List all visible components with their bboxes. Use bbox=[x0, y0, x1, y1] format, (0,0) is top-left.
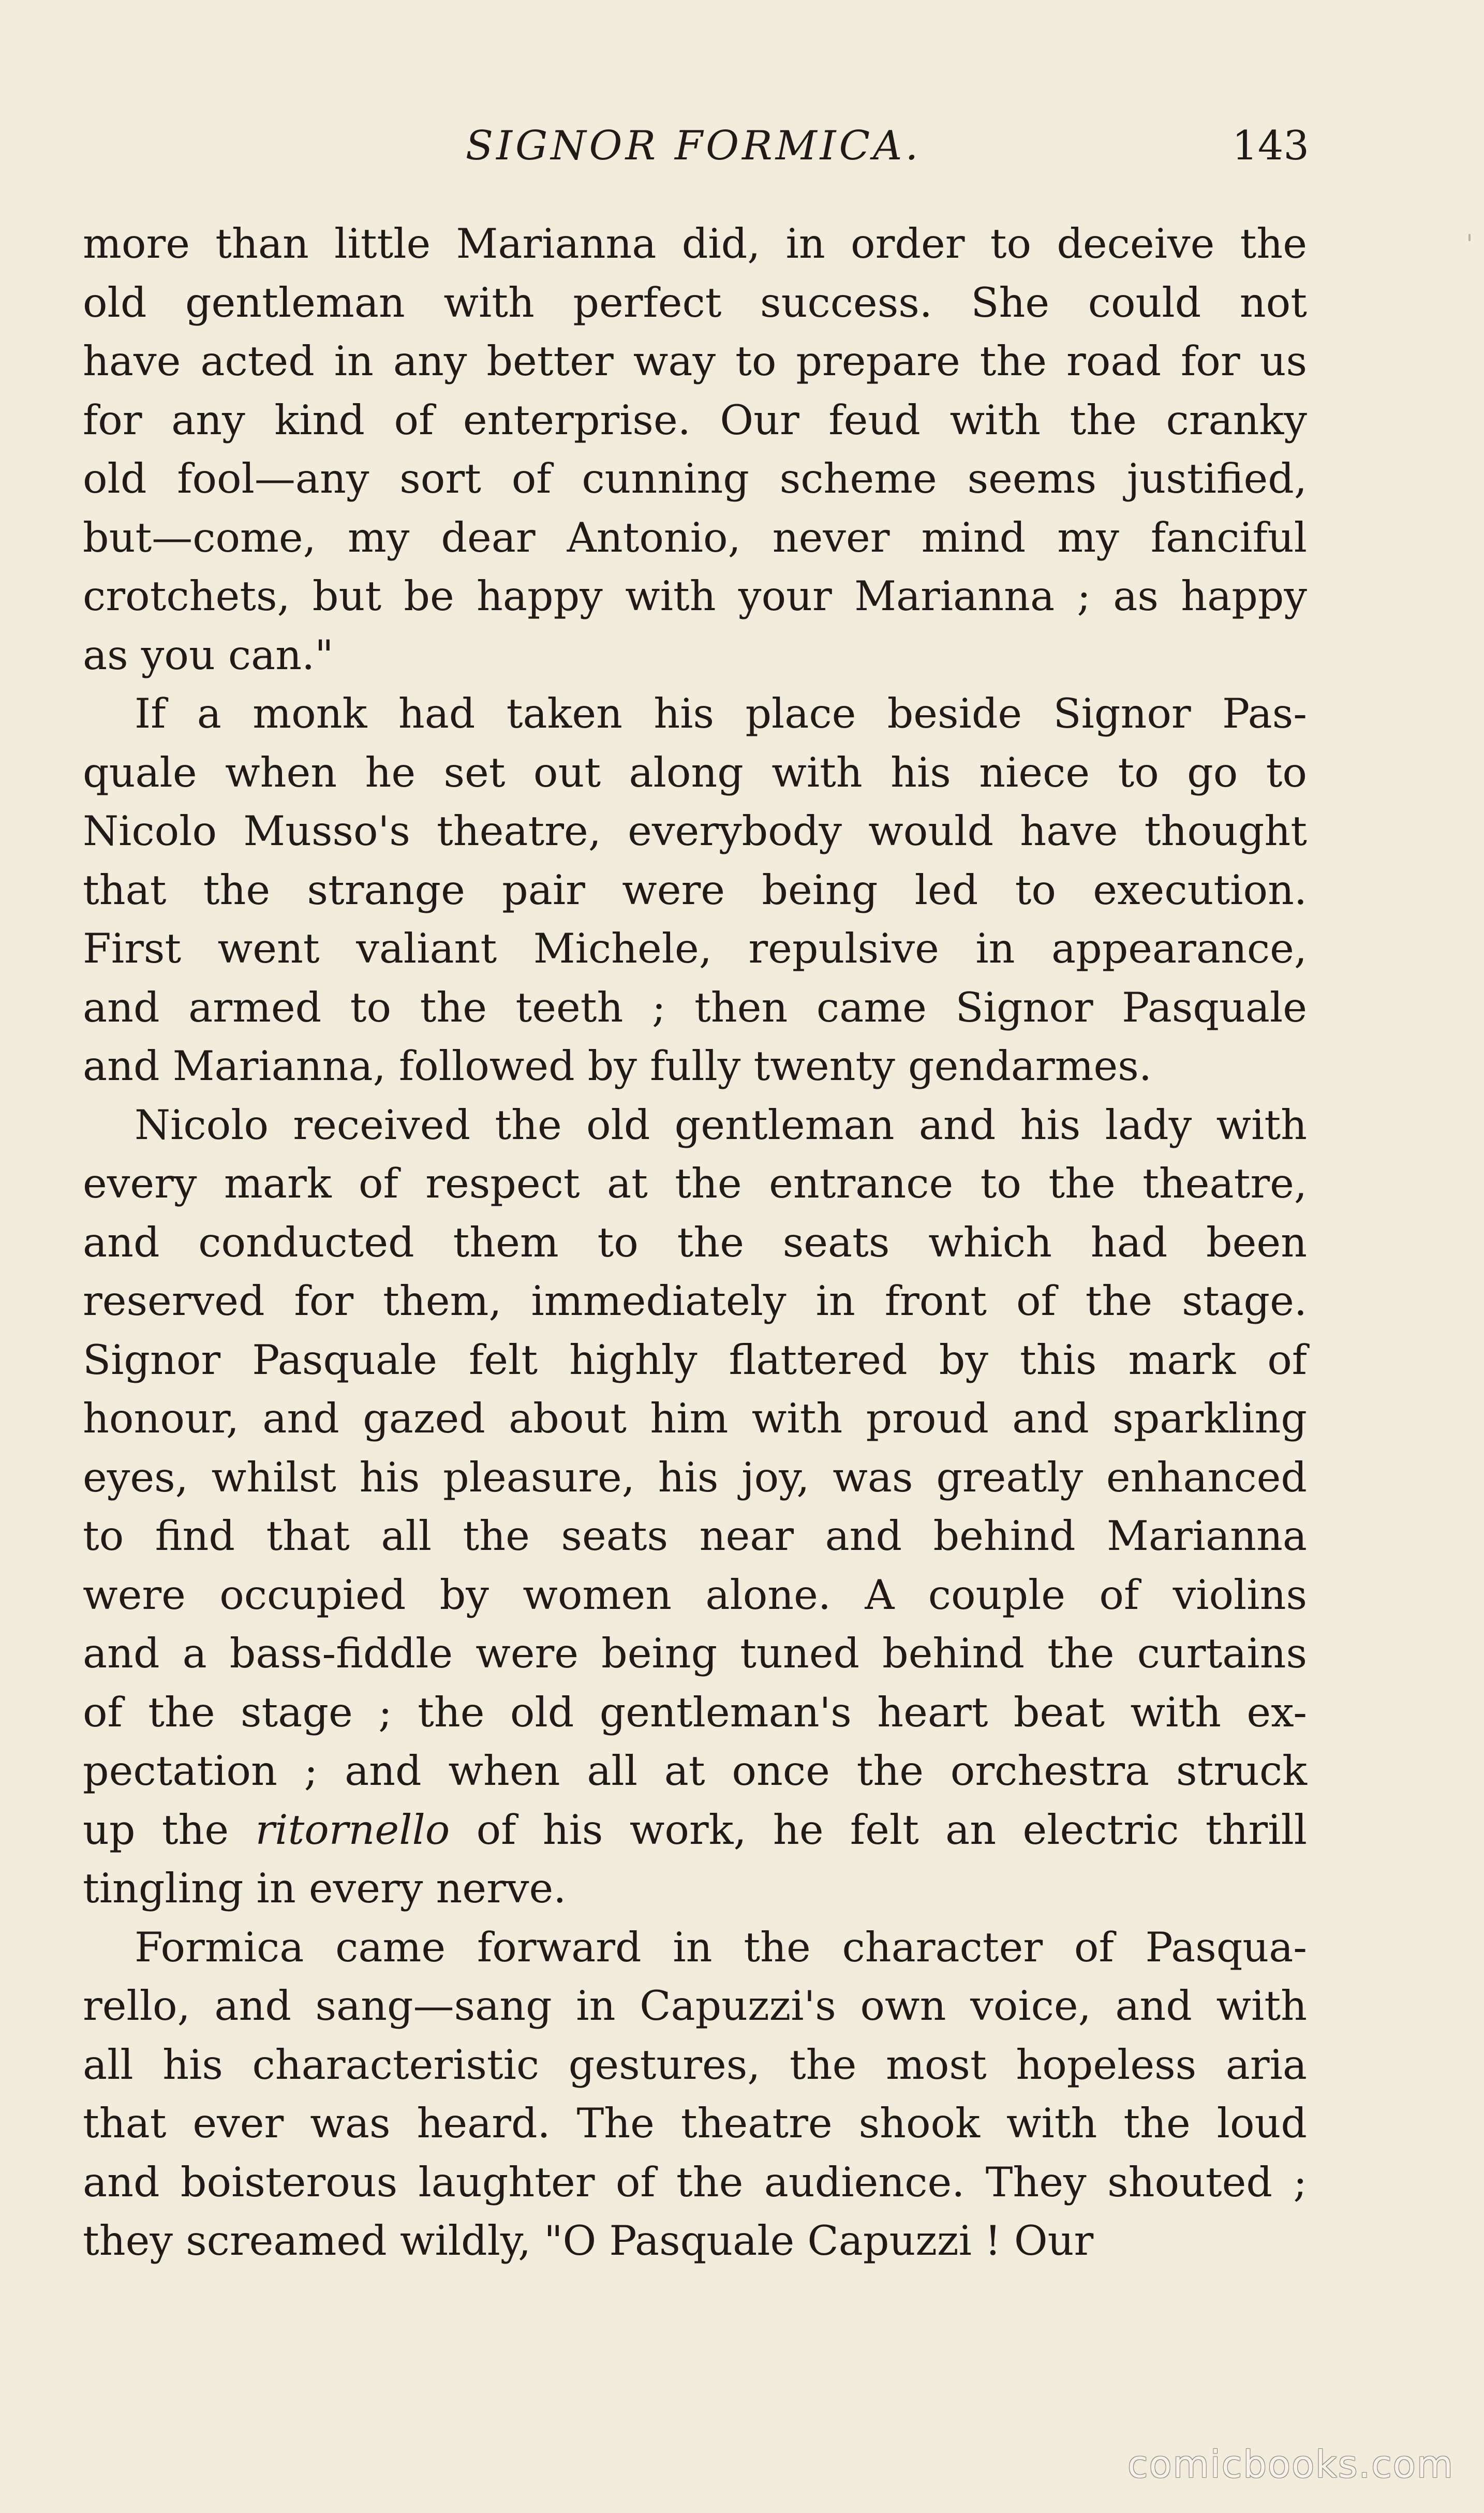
text-line: every mark of respect at the entrance to the theatre, bbox=[83, 1160, 1307, 1207]
text-line: and boisterous laughter of the audience. They shouted ; bbox=[83, 2158, 1307, 2206]
running-head bbox=[0, 120, 1484, 172]
text-line: and armed to the teeth ; then came Signor Pasquale bbox=[83, 983, 1307, 1031]
paper-speck bbox=[1468, 234, 1471, 241]
text-line: Formica came forward in the character of Pasqua- bbox=[135, 1923, 1307, 1971]
text-line: they screamed wildly, "O Pasquale Capuzzi ! Our bbox=[83, 2217, 1094, 2265]
text-line: old fool—any sort of cunning scheme seems justified, bbox=[83, 455, 1307, 502]
text-line: old gentleman with perfect success. She could not bbox=[83, 278, 1307, 327]
text-line bbox=[83, 1801, 1307, 1860]
text-line: as you can." bbox=[83, 631, 334, 679]
text-line: have acted in any better way to prepare the road for us bbox=[83, 337, 1307, 385]
text-line: If a monk had taken his place beside Signor Pas- bbox=[135, 690, 1307, 737]
paragraph bbox=[83, 215, 1307, 685]
paragraph bbox=[83, 1918, 1307, 2271]
text-line: of the stage ; the old gentleman's heart beat with ex- bbox=[83, 1688, 1307, 1736]
body-text bbox=[83, 215, 1307, 2271]
text-line: and Marianna, followed by fully twenty gendarmes. bbox=[83, 1042, 1152, 1090]
text-line: all his characteristic gestures, the most hopeless aria bbox=[83, 2041, 1307, 2089]
text-line: to find that all the seats near and behind Marianna bbox=[83, 1512, 1307, 1560]
text-line: First went valiant Michele, repulsive in appearance, bbox=[83, 925, 1307, 972]
text-line: that ever was heard. The theatre shook with the loud bbox=[83, 2100, 1307, 2147]
text-line: and a bass-fiddle were being tuned behind the curtains bbox=[83, 1630, 1307, 1677]
paragraph bbox=[83, 685, 1307, 1096]
watermark-logo: comicbooks.com bbox=[1127, 2443, 1454, 2486]
text-line: that the strange pair were being led to execution. bbox=[83, 866, 1307, 914]
text-line: Signor Pasquale felt highly flattered by this mark of bbox=[83, 1336, 1307, 1384]
text-line: Nicolo Musso's theatre, everybody would have thought bbox=[83, 807, 1307, 855]
text-line: crotchets, but be happy with your Marianna ; as happy bbox=[83, 572, 1307, 620]
text-line: more than little Marianna did, in order to deceive the bbox=[83, 220, 1307, 268]
text-line: reserved for them, immediately in front of the stage. bbox=[83, 1277, 1307, 1325]
page-number: 143 bbox=[1232, 123, 1309, 169]
text-line: Nicolo received the old gentleman and his lady with bbox=[135, 1101, 1307, 1149]
text-segment: up the bbox=[83, 1806, 256, 1854]
text-line: pectation ; and when all at once the orchestra struck bbox=[83, 1747, 1307, 1795]
text-line: rello, and sang—sang in Capuzzi's own voice, and with bbox=[83, 1982, 1307, 2030]
italic-term: ritornello bbox=[255, 1806, 450, 1854]
text-line: and conducted them to the seats which had been bbox=[83, 1218, 1307, 1266]
text-line: quale when he set out along with his niece to go to bbox=[83, 748, 1307, 796]
text-line: tingling in every nerve. bbox=[83, 1865, 567, 1912]
paragraph bbox=[83, 1096, 1307, 1918]
running-title: SIGNOR FORMICA. bbox=[465, 123, 922, 169]
text-segment: of his work, he felt an electric thrill bbox=[450, 1806, 1307, 1854]
text-line: honour, and gazed about him with proud and sparkling bbox=[83, 1395, 1307, 1442]
text-line: for any kind of enterprise. Our feud with the cranky bbox=[83, 396, 1307, 444]
text-line: were occupied by women alone. A couple of violins bbox=[83, 1571, 1307, 1619]
text-line: eyes, whilst his pleasure, his joy, was greatly enhanced bbox=[83, 1453, 1307, 1501]
text-line: but—come, my dear Antonio, never mind my fanciful bbox=[83, 513, 1307, 561]
